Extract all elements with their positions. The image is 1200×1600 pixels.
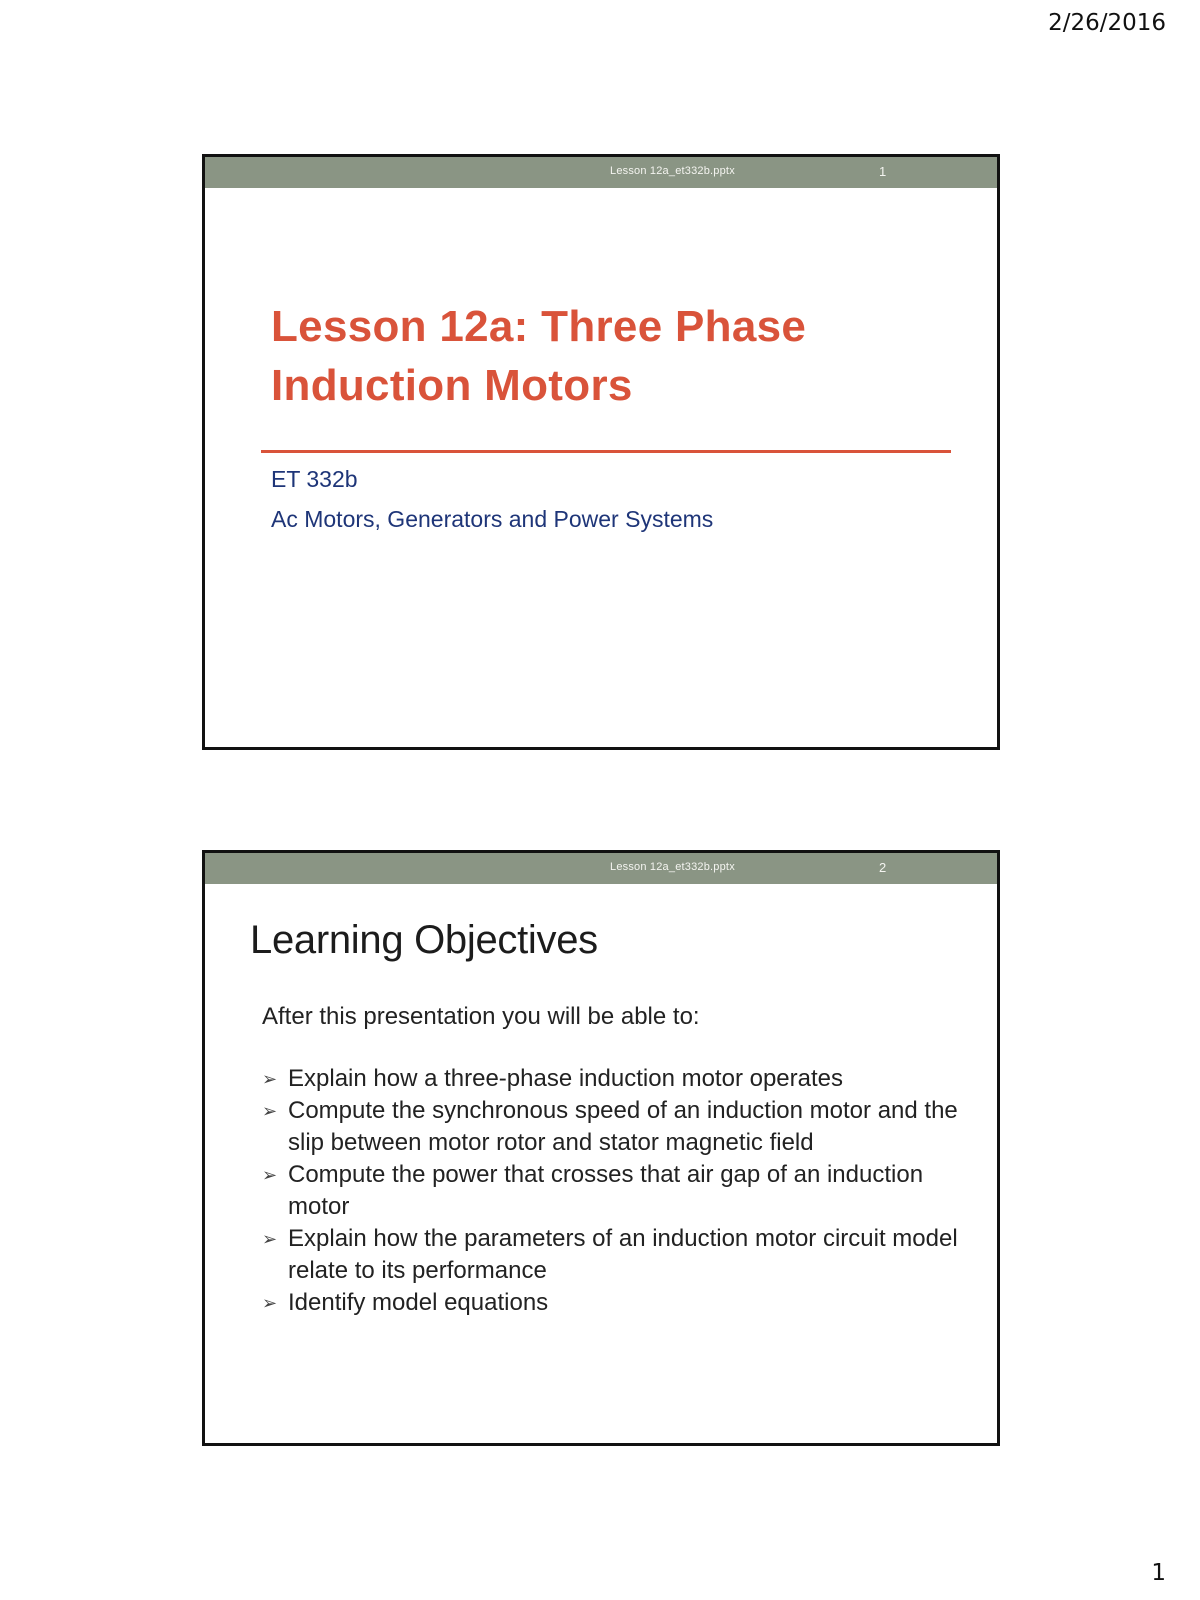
slide-header-bar [205, 157, 997, 188]
page-number: 1 [1151, 1560, 1166, 1586]
slide-title: Learning Objectives [250, 918, 598, 962]
objective-text: Explain how the parameters of an induction motor circuit model relate to its performance [288, 1225, 958, 1284]
page-date: 2/26/2016 [1048, 10, 1166, 36]
slide-title-line-1: Lesson 12a: Three Phase [271, 302, 807, 351]
objective-text: Compute the synchronous speed of an induction motor and the slip between motor rotor and stator magnetic field [288, 1097, 958, 1156]
slide-1 [202, 154, 1000, 750]
course-name: Ac Motors, Generators and Power Systems [271, 506, 714, 532]
objective-text: Identify model equations [288, 1289, 549, 1316]
arrow-bullet-icon: ➢ [262, 1293, 278, 1313]
arrow-bullet-icon: ➢ [262, 1165, 278, 1185]
objective-text: Compute the power that crosses that air gap of an induction motor [288, 1161, 924, 1220]
objectives-intro: After this presentation you will be able to: [262, 1003, 700, 1030]
arrow-bullet-icon: ➢ [262, 1229, 278, 1249]
slide-title [271, 297, 931, 415]
objective-text: Explain how a three-phase induction motor operates [288, 1065, 843, 1092]
objectives-list [262, 1063, 962, 1319]
objective-item [262, 1095, 962, 1159]
slide-title-line-2: Induction Motors [271, 361, 633, 410]
course-code: ET 332b [271, 466, 358, 492]
slide-number: 1 [879, 164, 887, 179]
objective-item [262, 1063, 962, 1095]
slide-filename: Lesson 12a_et332b.pptx [610, 165, 735, 177]
title-divider [261, 450, 951, 453]
slide-header-bar [205, 853, 997, 884]
objective-item [262, 1287, 962, 1319]
slide-2 [202, 850, 1000, 1446]
objective-item [262, 1223, 962, 1287]
slide-number: 2 [879, 860, 887, 875]
arrow-bullet-icon: ➢ [262, 1069, 278, 1089]
arrow-bullet-icon: ➢ [262, 1101, 278, 1121]
objective-item [262, 1159, 962, 1223]
slide-filename: Lesson 12a_et332b.pptx [610, 861, 735, 873]
